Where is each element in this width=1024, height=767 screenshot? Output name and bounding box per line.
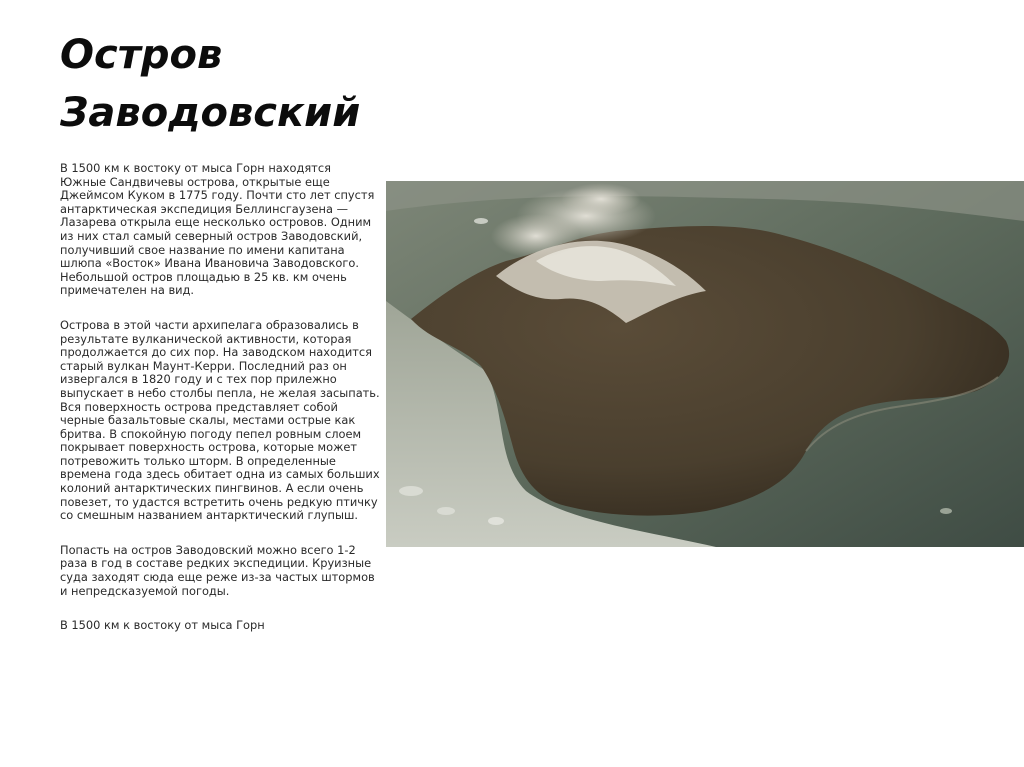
- paragraph-2: Острова в этой части архипелага образовались в результате вулканической активности, которая продолжается до сих пор. На заводском находится старый вулкан Маунт-Керри. Последний раз он извергался в 1820 году и с тех пор прилежно выпускает в небо столбы пепла, не желая засыпать. Вся поверхность острова представляет собой черные базальтовые скалы, местами острые как бритва. В спокойную погоду пепел ровным слоем покрывает поверхность острова, которые может потревожить только шторм. В определенные времена года здесь обитает одна из самых больших колоний антарктических пингвинов. А если очень повезет, то удастся встретить очень редкую птичку со смешным названием антарктический глупыш.: [60, 317, 380, 523]
- volcanic-island-photo: [386, 181, 1024, 547]
- slide-title-line1: Остров: [60, 32, 223, 78]
- paragraph-3: Попасть на остров Заводовский можно всего 1-2 раза в год в составе редких экспедиции. Круизные суда заходят сюда еще реже из-за частых штормов и непредсказуемой погоды.: [60, 542, 375, 598]
- body-text: [60, 162, 380, 654]
- paragraph-4: В 1500 км к востоку от мыса Горн: [60, 618, 265, 633]
- paragraph-1: В 1500 км к востоку от мыса Горн находятся Южные Сандвичевы острова, открытые еще Джеймсом Куком в 1775 году. Почти сто лет спустя антарктическая экспедиция Беллинсгаузена — Лазарева открыла еще несколько островов. Одним из них стал самый северный остров Заводовский, получивший свое название по имени капитана шлюпа «Восток» Ивана Ивановича Заводовского. Небольшой остров площадью в 25 кв. км очень примечателен на вид.: [60, 161, 375, 298]
- slide-title-line2: Заводовский: [60, 90, 361, 136]
- slide-title: [60, 26, 390, 142]
